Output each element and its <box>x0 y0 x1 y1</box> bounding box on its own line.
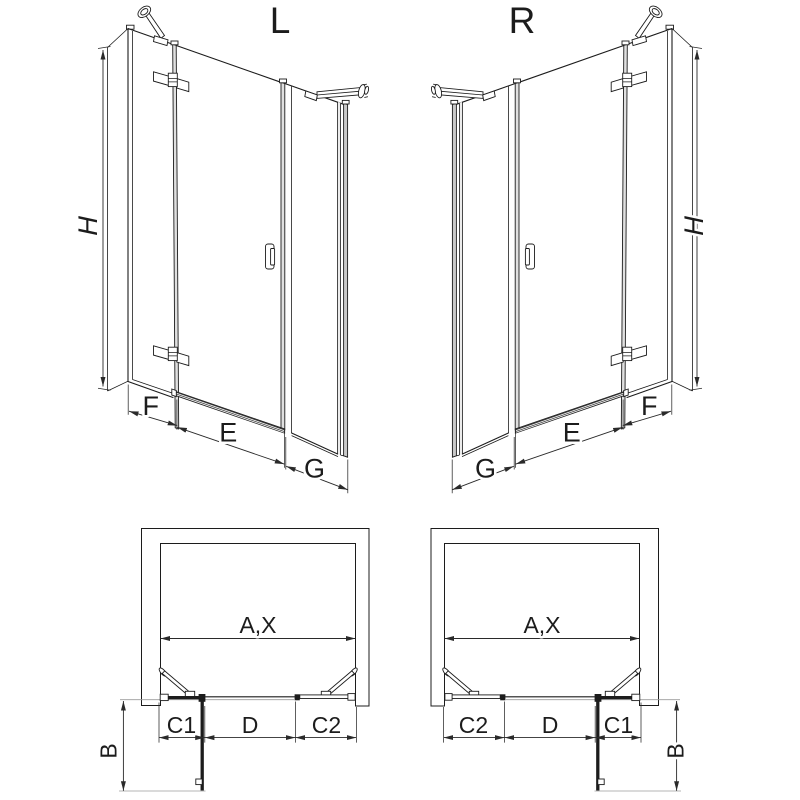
label-height-right: H <box>678 212 709 239</box>
label-c1-right: C1 <box>603 712 634 738</box>
label-b-left: B <box>95 743 122 759</box>
label-height-left: H <box>72 212 103 239</box>
label-g-left: G <box>303 453 326 484</box>
label-c2-right: C2 <box>458 712 489 738</box>
label-opening-right: A,X <box>523 612 561 638</box>
title-right-variant: R <box>508 0 536 41</box>
label-d-right: D <box>541 712 559 738</box>
label-opening-left: A,X <box>239 612 277 638</box>
label-d-left: D <box>241 712 259 738</box>
label-b-right: B <box>662 743 689 759</box>
label-f-right: F <box>640 391 658 421</box>
label-e-left: E <box>219 417 238 448</box>
label-e-right: E <box>562 417 581 448</box>
label-c1-left: C1 <box>166 712 197 738</box>
label-c2-left: C2 <box>311 712 342 738</box>
title-left-variant: L <box>269 0 291 41</box>
label-g-right: G <box>474 453 497 484</box>
label-f-left: F <box>142 391 160 421</box>
